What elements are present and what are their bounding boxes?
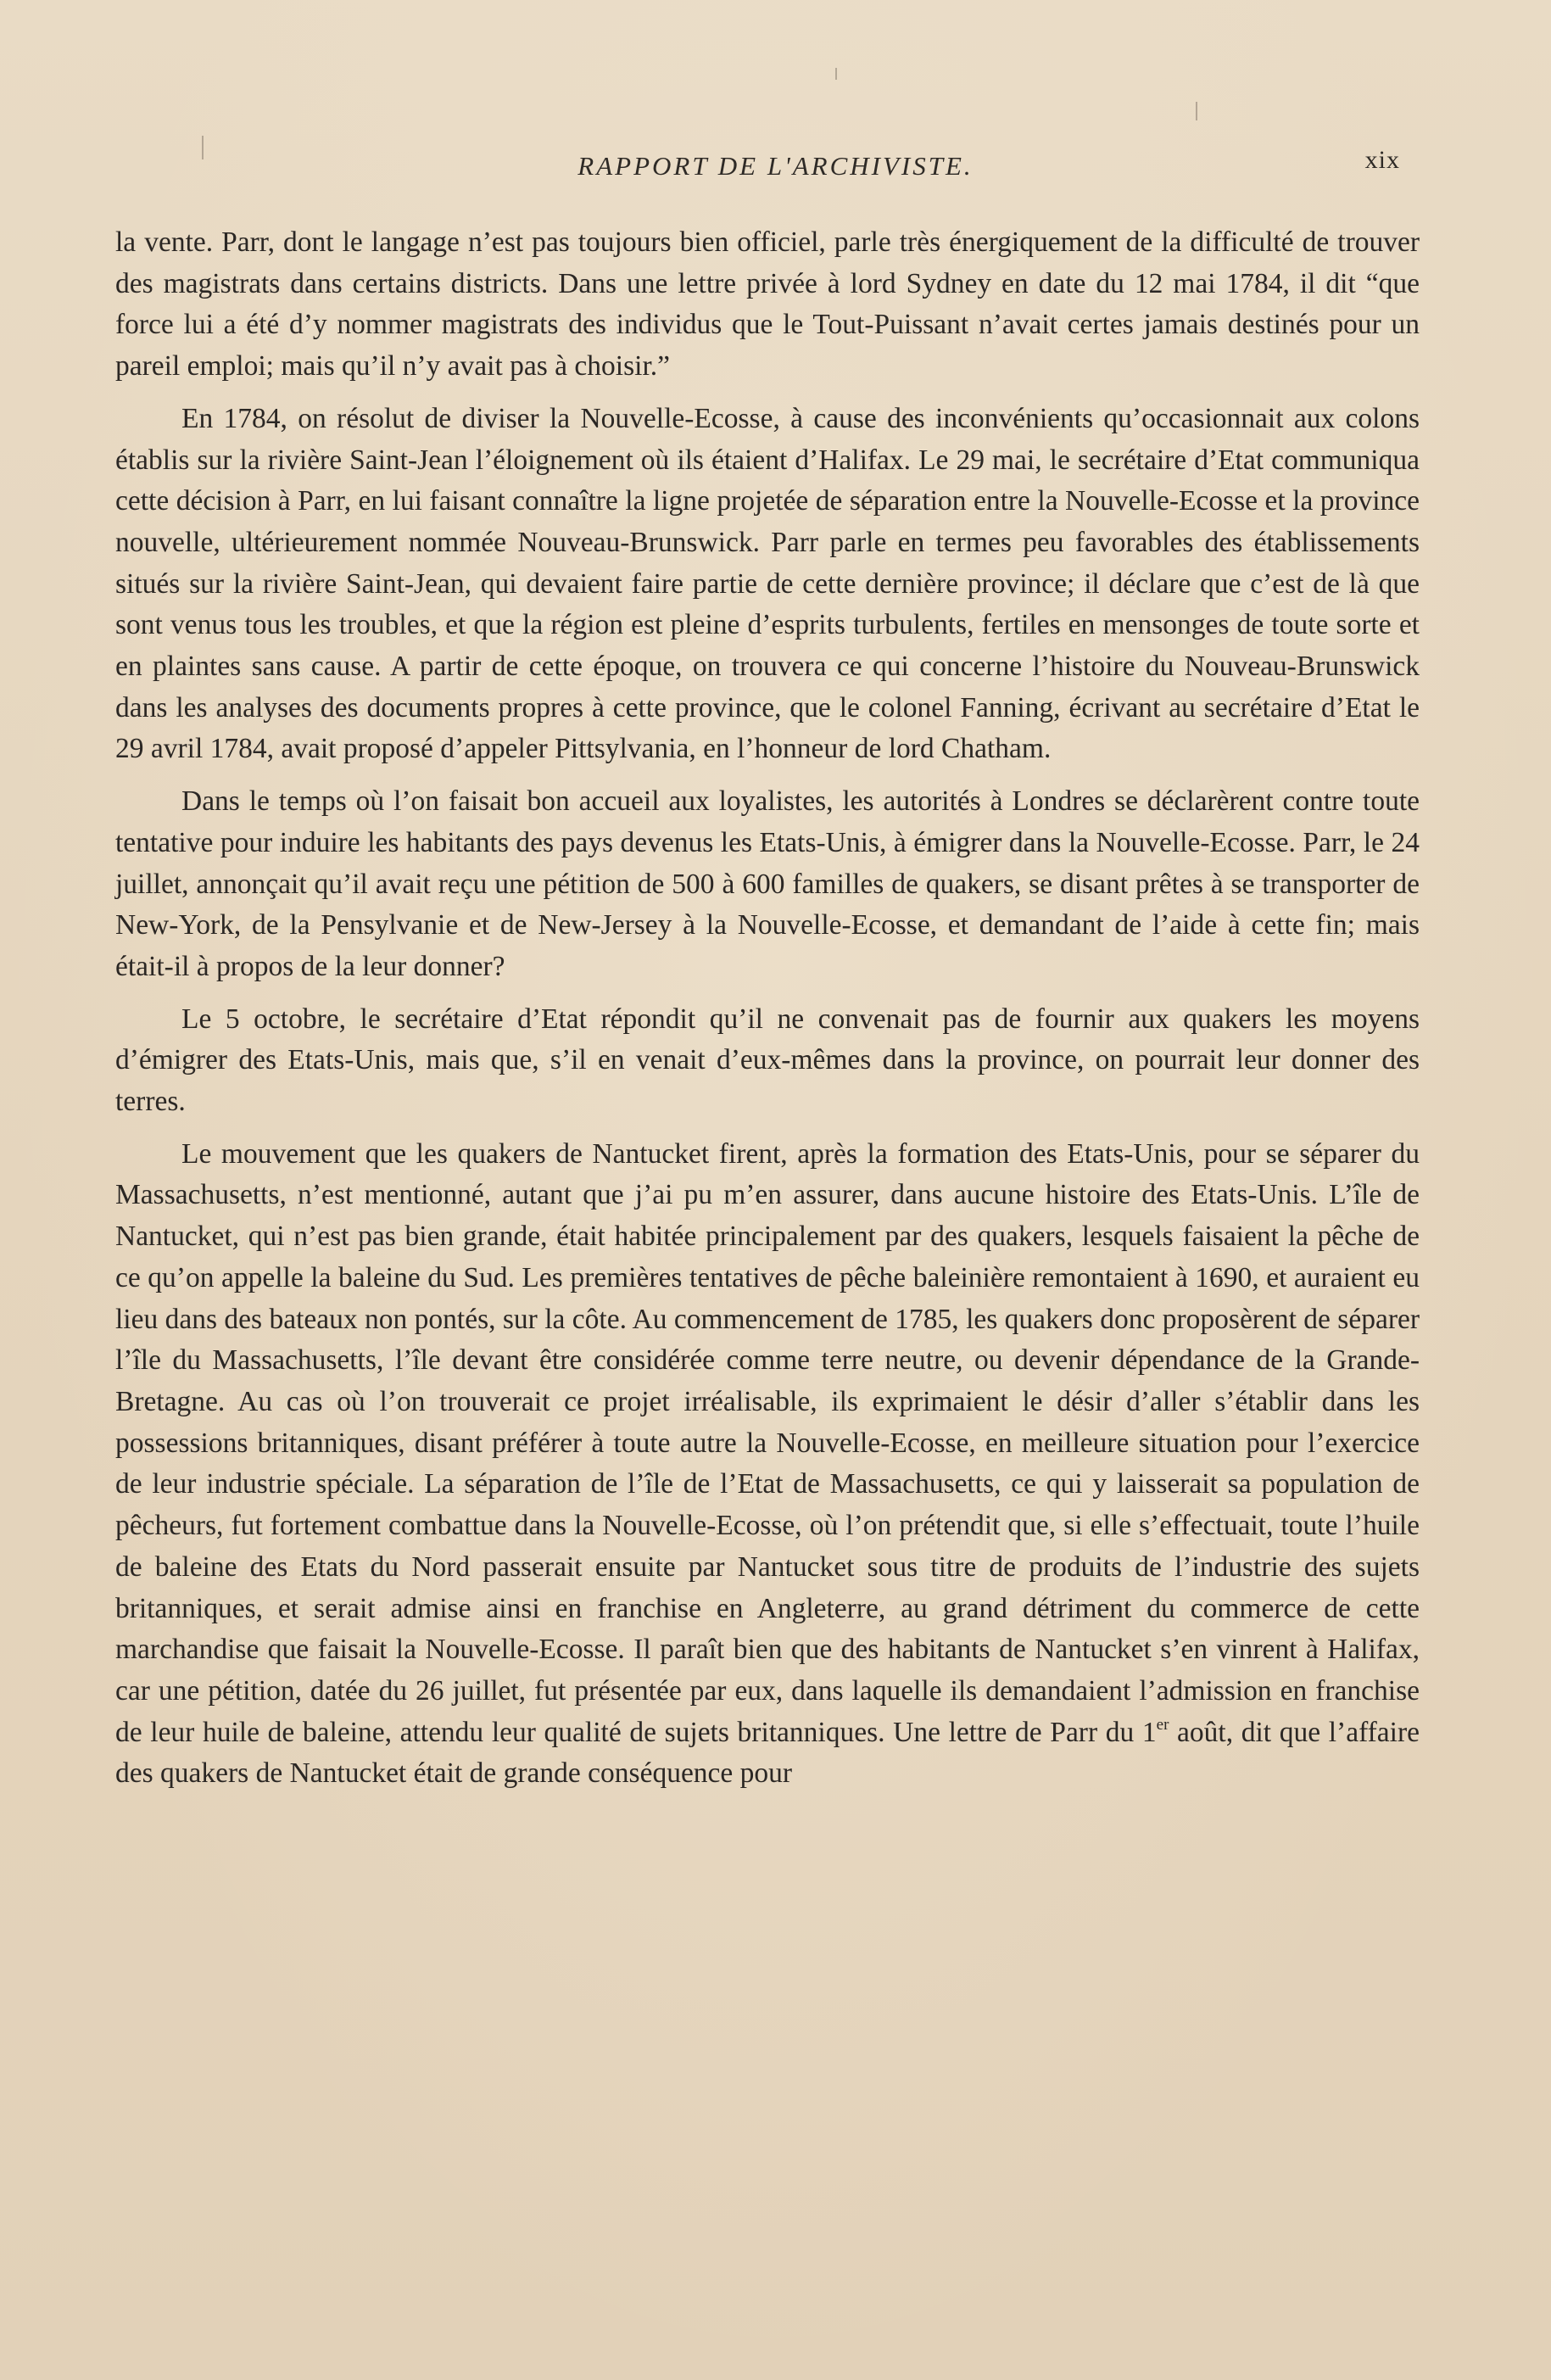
- paragraph: En 1784, on résolut de diviser la Nouvelle-Ecosse, à cause des inconvénients qu’occasionnait aux colons établis sur la rivière Saint-Jean l’éloignement où ils étaient d’Halifax. Le 29 mai, le secrétaire d’Etat communiqua cette décision à Parr, en lui faisant connaître la ligne projetée de séparation entre la Nouvelle-Ecosse et la province nouvelle, ultérieurement nommée Nouveau-Brunswick. Parr parle en termes peu favorables des établissements situés sur la rivière Saint-Jean, qui devaient faire partie de cette dernière province; il déclare que c’est de là que sont venus tous les troubles, et que la région est pleine d’esprits turbulents, fertiles en mensonges de toute sorte et en plaintes sans cause. A partir de cette époque, on trouvera ce qui concerne l’histoire du Nouveau-Brunswick dans les analyses des documents propres à cette province, que le colonel Fanning, écrivant au secrétaire d’Etat le 29 avril 1784, avait proposé d’appeler Pittsylvania, en l’honneur de lord Chatham.: [115, 402, 1420, 765]
- paper-mark: [1196, 102, 1197, 120]
- paragraph-text-end: août, dit que l’affaire des quakers de Nantucket était de grande conséquence pour: [115, 1716, 1420, 1790]
- paragraph: Le 5 octobre, le secrétaire d’Etat répondit qu’il ne convenait pas de fournir aux quakers les moyens d’émigrer des Etats-Unis, mais que, s’il en venait d’eux-mêmes dans la province, on pourrait leur donner des terres.: [115, 1003, 1420, 1118]
- ordinal-suffix: er: [1156, 1715, 1169, 1734]
- paragraph: Dans le temps où l’on faisait bon accueil aux loyalistes, les autorités à Londres se déclarèrent contre toute tentative pour induire les habitants des pays devenus les Etats-Unis, à émigrer dans la Nouvelle-Ecosse. Parr, le 24 juillet, annonçait qu’il avait reçu une pétition de 500 à 600 familles de quakers, se disant prêtes à se transporter de New-York, de la Pensylvanie et de New-Jersey à la Nouvelle-Ecosse, et demandant de l’aide à cette fin; mais était-il à propos de la leur donner?: [115, 785, 1420, 982]
- running-title: RAPPORT DE L'ARCHIVISTE.: [577, 151, 974, 181]
- paragraph-continued: [115, 1134, 1420, 1795]
- running-head: [0, 146, 1551, 202]
- page-number: xix: [1364, 146, 1400, 174]
- paper-mark: [835, 68, 837, 80]
- body-text: [115, 222, 1420, 1795]
- paragraph-text: Le mouvement que les quakers de Nantucket firent, après la formation des Etats-Unis, pour se séparer du Massachusetts, n’est mentionné, autant que j’ai pu m’en assurer, dans aucune histoire des Etats-Unis. L’île de Nantucket, qui n’est pas bien grande, était habitée principalement par des quakers, lesquels faisaient la pêche de ce qu’on appelle la baleine du Sud. Les premières tentatives de pêche baleinière remontaient à 1690, et auraient eu lieu dans des bateaux non pontés, sur la côte. Au commencement de 1785, les quakers donc proposèrent de séparer l’île du Massachusetts, l’île devant être considérée comme terre neutre, ou devenir dépendance de la Grande-Bretagne. Au cas où l’on trouverait ce projet irréalisable, ils exprimaient le désir d’aller s’établir dans les possessions britanniques, disant préférer à toute autre la Nouvelle-Ecosse, en meilleure situation pour l’exercice de leur industrie spéciale. La séparation de l’île de l’Etat de Massachusetts, ce qui y laisserait sa population de pêcheurs, fut fortement combattue dans la Nouvelle-Ecosse, où l’on prétendit que, si elle s’effectuait, toute l’huile de baleine des Etats du Nord passerait ensuite par Nantucket sous titre de produits de l’industrie des sujets britanniques, et serait admise ainsi en franchise en Angleterre, au grand détriment du commerce de cette marchandise que faisait la Nouvelle-Ecosse. Il paraît bien que des habitants de Nantucket s’en vinrent à Halifax, car une pétition, datée du 26 juillet, fut présentée par eux, dans laquelle ils demandaient l’admission en franchise de leur huile de baleine, attendu leur qualité de sujets britanniques. Une lettre de Parr du: [115, 1137, 1420, 1748]
- paragraph: la vente. Parr, dont le langage n’est pas toujours bien officiel, parle très énergiquement de la difficulté de trouver des magistrats dans certains districts. Dans une lettre privée à lord Sydney en date du 12 mai 1784, il dit “que force lui a été d’y nommer magistrats des individus que le Tout-Puissant n’avait certes jamais destinés pour un pareil emploi; mais qu’il n’y avait pas à choisir.”: [115, 226, 1420, 383]
- date-day: 1: [1141, 1716, 1157, 1748]
